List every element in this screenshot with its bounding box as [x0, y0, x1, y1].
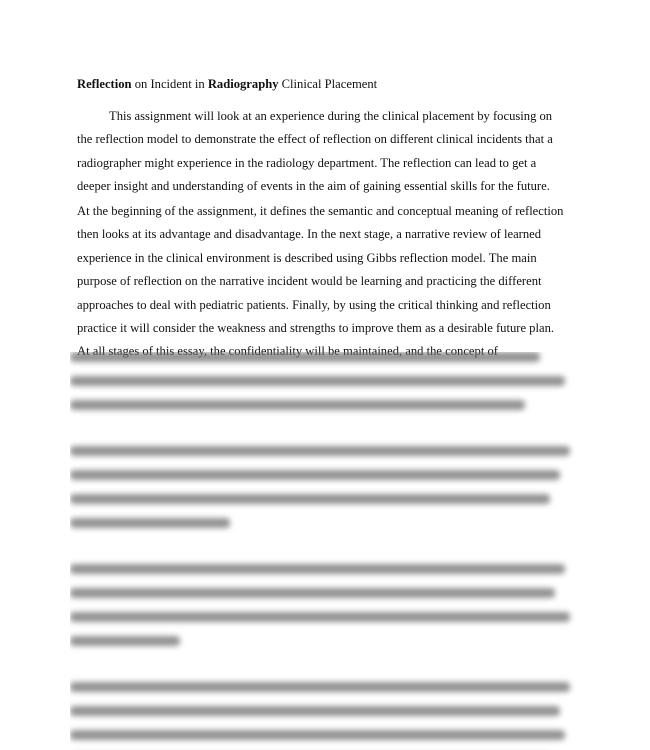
- title-part-on-incident: on Incident in: [131, 77, 208, 91]
- paragraph-line: deeper insight and understanding of events in the aim of gaining essential skills for the future.: [77, 179, 550, 194]
- paragraph-line: radiographer might experience in the radiology department. The reflection can lead to get a: [77, 155, 537, 170]
- paragraph-line: purpose of reflection on the narrative incident would be learning and practicing the different: [77, 274, 542, 289]
- paragraph-line: the reflection model to demonstrate the effect of reflection on different clinical incidents that a: [77, 132, 553, 147]
- paragraph-line: then looks at its advantage and disadvantage. In the next stage, a narrative review of learned: [77, 227, 542, 242]
- title-part-reflection: Reflection: [77, 77, 132, 91]
- paragraph-overview: [77, 200, 577, 364]
- blurred-preview-text: [70, 352, 585, 750]
- title-part-radiography: Radiography: [207, 77, 279, 91]
- paragraph-line: approaches to deal with pediatric patients. Finally, by using the critical thinking and reflection: [77, 297, 551, 312]
- paragraph-line: This assignment will look at an experience during the clinical placement by focusing on: [109, 109, 553, 123]
- paragraph-line: experience in the clinical environment is described using Gibbs reflection model. The main: [77, 250, 537, 265]
- title-part-clinical-placement: Clinical Placement: [278, 77, 378, 91]
- paragraph-introduction: [77, 105, 577, 199]
- document-title: [77, 77, 377, 92]
- paragraph-line: At the beginning of the assignment, it defines the semantic and conceptual meaning of reflection: [77, 204, 564, 218]
- paragraph-line: practice it will consider the weakness and strengths to improve them as a desirable future plan.: [77, 320, 555, 335]
- blurred-lines: [70, 352, 585, 750]
